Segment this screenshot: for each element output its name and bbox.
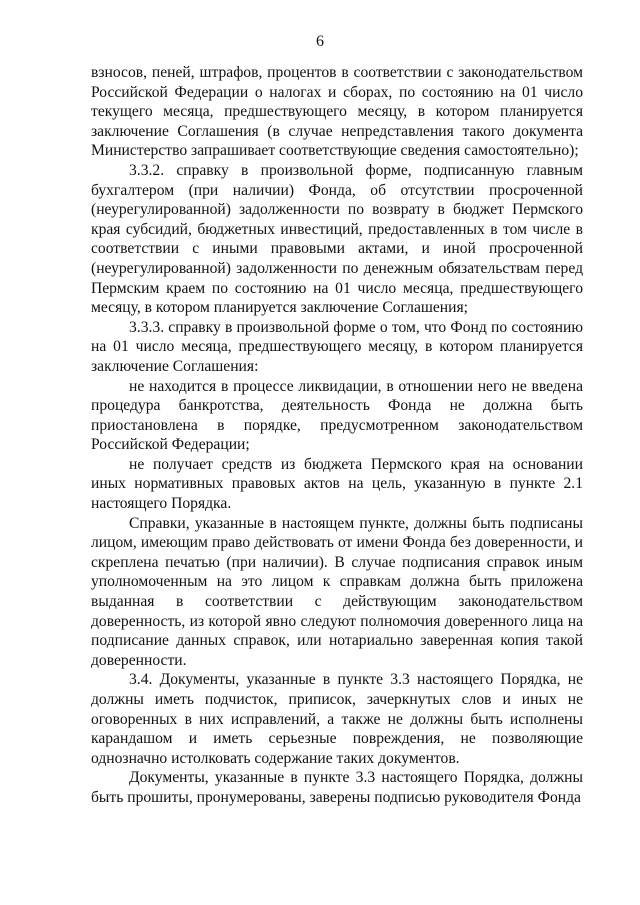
- document-body: [91, 63, 583, 808]
- paragraph-liquidation-condition: не находится в процессе ликвидации, в отношении него не введена процедура банкротства, деятельность Фонда не должна быть приостановлена в порядке, предусмотренном законодательством Российской Федерации;: [91, 377, 583, 454]
- paragraph-3-3-2: 3.3.2. справку в произвольной форме, подписанную главным бухгалтером (при наличии) Фонда, об отсутствии просроченной (неурегулированной) задолженности по возврату в бюджет Пермского края субсидий, бюджетных инвестиций, предоставленных в том числе в соответствии с иными правовыми актами, и иной просроченной (неурегулированной) задолженности по денежным обязательствам перед Пермским краем по состоянию на 01 число месяца, предшествующего месяцу, в котором планируется заключение Соглашения;: [91, 161, 583, 317]
- paragraph-continuation: взносов, пеней, штрафов, процентов в соответствии с законодательством Российской Федерации о налогах и сборах, по состоянию на 01 число текущего месяца, предшествующего месяцу, в котором планируется заключение Соглашения (в случае непредставления такого документа Министерство запрашивает соответствующие сведения самостоятельно);: [91, 64, 583, 160]
- paragraph-budget-condition: не получает средств из бюджета Пермского края на основании иных нормативных правовых актов на цель, указанную в пункте 2.1 настоящего Порядка.: [91, 455, 583, 513]
- paragraph-3-3-3: 3.3.3. справку в произвольной форме о том, что Фонд по состоянию на 01 число месяца, предшествующего месяцу, в котором планируется заключение Соглашения:: [91, 318, 583, 375]
- paragraph-signature-requirements: Справки, указанные в настоящем пункте, должны быть подписаны лицом, имеющим право действовать от имени Фонда без доверенности, и скреплена печатью (при наличии). В случае подписания справок иным уполномоченным на это лицом к справкам должна быть приложена выданная в соответствии с действующим законодательством доверенность, из которой явно следуют полномочия доверенного лица на подписание данных справок, или нотариально заверенная копия такой доверенности.: [91, 514, 583, 669]
- paragraph-binding-requirements: Документы, указанные в пункте 3.3 настоящего Порядка, должны быть прошиты, пронумерованы, заверены подписью руководителя Фонда: [91, 769, 583, 806]
- page-number: 6: [316, 33, 324, 50]
- paragraph-3-4: 3.4. Документы, указанные в пункте 3.3 настоящего Порядка, не должны иметь подчисток, приписок, зачеркнутых слов и иных не оговоренных в них исправлений, а также не должны быть исполнены карандашом и иметь серьезные повреждения, не позволяющие однозначно истолковать содержание таких документов.: [91, 671, 583, 767]
